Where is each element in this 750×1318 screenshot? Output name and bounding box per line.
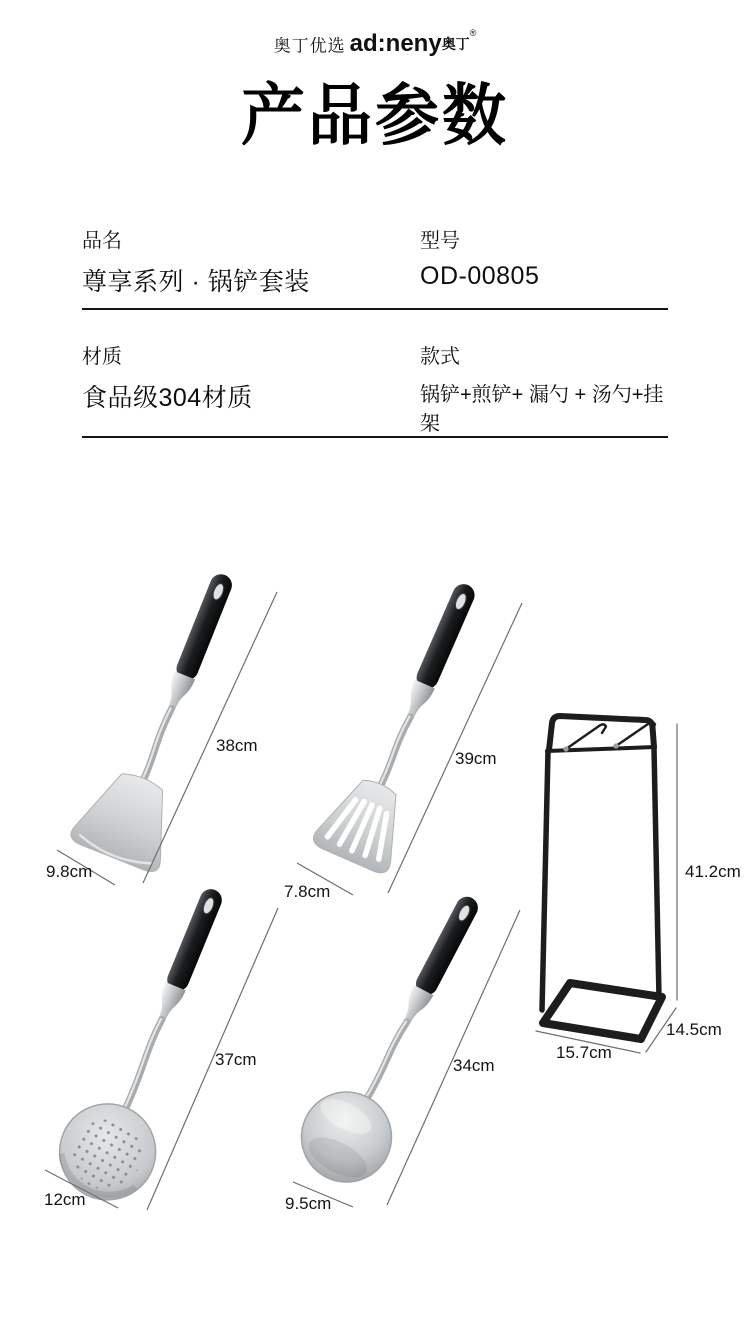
wok-spatula-collar	[161, 671, 195, 713]
dim-label-skimmer-length: 37cm	[215, 1050, 257, 1069]
product-illustrations	[0, 540, 750, 1318]
brand-logo: ad:neny	[349, 30, 442, 57]
dimension-line-length	[147, 908, 278, 1210]
dim-label-soup-ladle-length: 34cm	[453, 1056, 495, 1075]
rack-hook	[566, 724, 606, 749]
slotted-turner-handle	[413, 581, 478, 692]
spec-label-model: 型号	[420, 230, 460, 252]
rack-screw	[613, 743, 618, 748]
spec-value-product-name: 尊享系列 · 锅铲套装	[82, 268, 310, 296]
spec-label-product-name: 品名	[82, 230, 122, 252]
dim-label-wok-spatula-length: 38cm	[216, 736, 258, 755]
skimmer-image	[45, 872, 278, 1215]
divider-line-2	[82, 436, 668, 438]
soup-ladle-handle	[412, 893, 482, 999]
spec-value-material: 食品级304材质	[82, 384, 253, 412]
rack-base	[543, 983, 662, 1039]
dim-label-rack-depth: 14.5cm	[666, 1020, 722, 1039]
skimmer-handle	[164, 886, 225, 994]
soup-ladle-bowl	[286, 1076, 408, 1198]
rack-screw	[563, 746, 568, 751]
wok-spatula-blade	[68, 761, 187, 875]
divider-line-1	[82, 308, 668, 310]
dim-label-rack-width: 15.7cm	[556, 1043, 612, 1062]
rack-hook	[616, 722, 655, 746]
spec-value-style: 锅铲+煎铲+ 漏勺 + 汤勺+挂架	[420, 384, 664, 435]
brand-suffix: 奥丁	[441, 36, 470, 52]
brand-header	[0, 30, 750, 58]
registered-mark: ®	[469, 28, 477, 38]
dim-label-wok-spatula-width: 9.8cm	[46, 862, 93, 881]
spec-label-style: 款式	[420, 346, 460, 368]
spec-label-material: 材质	[82, 346, 122, 368]
dimension-line-length	[388, 603, 522, 893]
brand-prefix: 奥丁优选	[273, 36, 346, 56]
rack-left-post	[542, 751, 548, 1010]
dim-label-slotted-turner-length: 39cm	[455, 749, 497, 768]
wok-spatula-image	[57, 557, 277, 885]
wok-spatula-handle	[173, 571, 235, 683]
dim-label-soup-ladle-width: 9.5cm	[285, 1194, 332, 1213]
dim-label-slotted-turner-width: 7.8cm	[284, 882, 331, 901]
slotted-turner-image	[297, 569, 522, 895]
page-title: 产品参数	[241, 77, 509, 154]
rack-hook-rail	[547, 747, 655, 751]
rack-right-post	[654, 748, 659, 998]
soup-ladle-image	[286, 877, 520, 1207]
dim-label-rack-height: 41.2cm	[685, 862, 741, 881]
dim-label-skimmer-width: 12cm	[44, 1190, 86, 1209]
spec-value-model: OD-00805	[420, 262, 540, 290]
hanging-rack-image	[536, 716, 677, 1053]
